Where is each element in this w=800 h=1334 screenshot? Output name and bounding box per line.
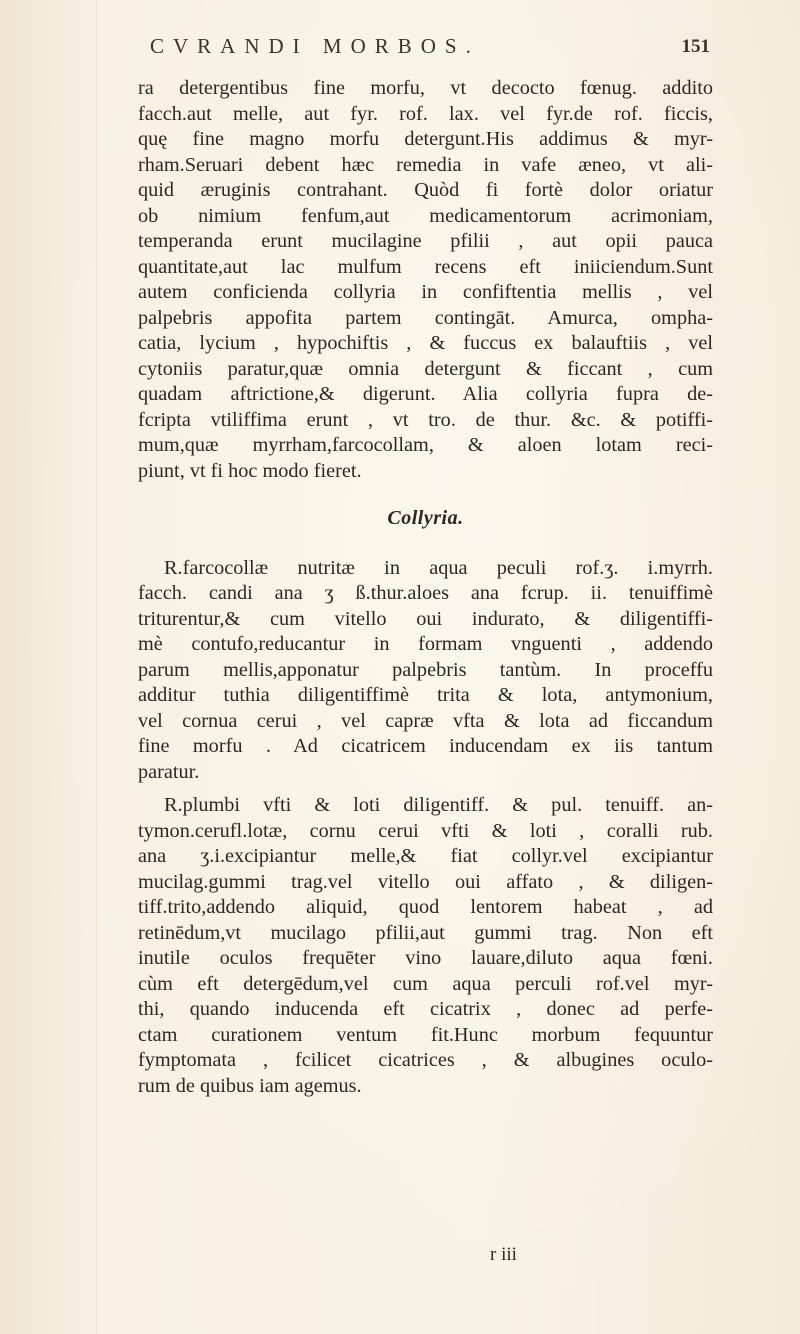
text-line: tiff.trito,addendo aliquid, quod lentorem habeat , ad <box>138 896 713 918</box>
text-line: ana ʒ.i.excipiantur melle,& fiat collyr.vel excipiantur <box>138 845 713 867</box>
text-line: inutile oculos frequēter vino lauare,diluto aqua fœni. <box>138 947 713 969</box>
text-line: cùm eft detergēdum,vel cum aqua perculi rof.vel myr- <box>138 972 713 995</box>
text-line: ra detergentibus fine morfu, vt decocto fœnug. addito <box>138 77 713 99</box>
page-header <box>150 34 710 64</box>
text-line: autem conficienda collyria in confiftentia mellis , vel <box>138 281 713 303</box>
page-crease <box>96 0 97 1334</box>
text-line: tymon.cerufl.lotæ, cornu cerui vfti & loti , coralli rub. <box>138 819 713 842</box>
running-head: CVRANDI MORBOS. <box>150 34 480 58</box>
text-line: ob nimium fenfum,aut medicamentorum acrimoniam, <box>138 204 713 227</box>
section-heading: Collyria. <box>387 507 464 529</box>
page-body <box>138 76 713 1107</box>
text-line: quadam aftrictione,& digerunt. Alia collyria fupra de- <box>138 383 713 405</box>
text-line: R.plumbi vfti & loti diligentiff. & pul. tenuiff. an- <box>164 794 713 816</box>
text-line: rum de quibus iam agemus. <box>138 1074 362 1097</box>
text-line: facch. candi ana ʒ ß.thur.aloes ana fcrup. ii. tenuiffimè <box>138 582 713 604</box>
text-line: ctam curationem ventum fit.Hunc morbum fequuntur <box>138 1023 713 1046</box>
text-line: temperanda erunt mucilagine pfilii , aut opii pauca <box>138 230 713 252</box>
text-line: palpebris appofita partem contingāt. Amurca, ompha- <box>138 306 713 329</box>
text-line: triturentur,& cum vitello oui indurato, & diligentiffi- <box>138 607 713 630</box>
text-line: quę fine magno morfu detergunt.His addimus & myr- <box>138 128 713 150</box>
text-line: facch.aut melle, aut fyr. rof. lax. vel fyr.de rof. ficcis, <box>138 102 713 125</box>
text-line: R.farcocollæ nutritæ in aqua peculi rof.ʒ. i.myrrh. <box>164 556 713 579</box>
text-line: rham.Seruari debent hæc remedia in vafe æneo, vt ali- <box>138 153 713 176</box>
paragraph-recipe-1 <box>138 556 713 786</box>
page-number: 151 <box>681 36 710 57</box>
text-line: paratur. <box>138 760 200 783</box>
text-line: thi, quando inducenda eft cicatrix , donec ad perfe- <box>138 998 713 1020</box>
text-line: mucilag.gummi trag.vel vitello oui affato , & diligen- <box>138 870 713 893</box>
text-line: parum mellis,apponatur palpebris tantùm. In proceffu <box>138 658 713 681</box>
signature-mark: r iii <box>490 1244 517 1265</box>
text-line: fine morfu . Ad cicatricem inducendam ex iis tantum <box>138 735 713 757</box>
text-line: piunt, vt fi hoc modo fieret. <box>138 459 362 482</box>
paragraph-intro <box>138 76 713 484</box>
text-line: cytoniis paratur,quæ omnia detergunt & ficcant , cum <box>138 357 713 380</box>
text-line: retinēdum,vt mucilago pfilii,aut gummi trag. Non eft <box>138 921 713 944</box>
text-line: mum,quæ myrrham,farcocollam, & aloen lotam reci- <box>138 434 713 456</box>
text-line: catia, lycium , hypochiftis , & fuccus ex balauftiis , vel <box>138 332 713 354</box>
text-line: quantitate,aut lac mulfum recens eft iniiciendum.Sunt <box>138 255 713 278</box>
text-line: additur tuthia diligentiffimè trita & lota, antymonium, <box>138 684 713 706</box>
text-line: fymptomata , fcilicet cicatrices , & albugines oculo- <box>138 1049 713 1071</box>
paragraph-recipe-2 <box>138 793 713 1099</box>
text-line: mè contufo,reducantur in formam vnguenti , addendo <box>138 633 713 655</box>
text-line: quid æruginis contrahant. Quòd fi fortè dolor oriatur <box>138 179 713 201</box>
text-line: fcripta vtiliffima erunt , vt tro. de thur. &c. & potiffi- <box>138 408 713 431</box>
text-line: vel cornua cerui , vel capræ vfta & lota ad ficcandum <box>138 709 713 732</box>
